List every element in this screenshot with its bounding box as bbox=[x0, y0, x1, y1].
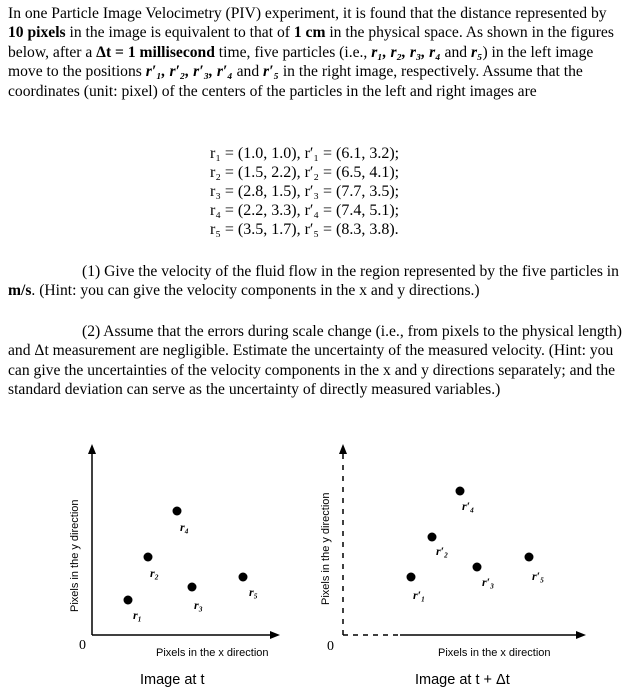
particle-r5-dot bbox=[239, 573, 248, 582]
cm-bold: 1 cm bbox=[293, 24, 326, 42]
particle-r4-label: r₄ bbox=[180, 520, 189, 534]
particle-r2-label: r₂ bbox=[150, 566, 159, 580]
particles-left-list: r₁, r₂, r₃, r₄ bbox=[371, 43, 441, 61]
particle-r2p-label: r′₂ bbox=[436, 544, 449, 558]
equation-line: r₁ = (1.0, 1.0), r′₁ = (6.1, 3.2); bbox=[210, 145, 400, 162]
problem-intro bbox=[8, 4, 620, 101]
left-panel bbox=[69, 444, 280, 688]
question-2 bbox=[8, 322, 624, 400]
intro-text-4: time, five particles (i.e., bbox=[214, 43, 372, 61]
right-y-label: Pixels in the y direction bbox=[320, 492, 332, 605]
particle-r1-label: r₁ bbox=[133, 608, 142, 622]
equation-line: r₅ = (3.5, 1.7), r′₅ = (8.3, 3.8). bbox=[210, 221, 399, 238]
piv-figure bbox=[0, 430, 629, 696]
particle-r3-label: r₃ bbox=[194, 598, 203, 612]
particle-r5-label: r₅ bbox=[249, 585, 258, 599]
q1-unit: m/s bbox=[8, 282, 32, 300]
equation-line: r₂ = (1.5, 2.2), r′₂ = (6.5, 4.1); bbox=[210, 164, 400, 181]
left-origin-label: 0 bbox=[79, 638, 86, 653]
particle-r4p-label: r′₄ bbox=[462, 499, 475, 513]
intro-text-5: ) in the left image move to the positions bbox=[8, 43, 594, 81]
particle-r5-prime: r′₅ bbox=[263, 63, 279, 81]
particle-r2p-dot bbox=[428, 533, 437, 542]
particle-r5p-dot bbox=[525, 553, 534, 562]
left-x-arrow bbox=[270, 631, 280, 639]
particle-r1p-dot bbox=[407, 573, 416, 582]
right-x-arrow bbox=[576, 631, 586, 639]
particle-r4-dot bbox=[173, 507, 182, 516]
left-x-label: Pixels in the x direction bbox=[156, 647, 269, 659]
particles-right-list: r′₁, r′₂, r′₃, r′₄ bbox=[145, 63, 233, 81]
particle-r5p-label: r′₅ bbox=[532, 569, 545, 583]
pixels-bold: 10 pixels bbox=[8, 24, 66, 42]
question-1 bbox=[8, 262, 620, 301]
left-y-arrow bbox=[88, 444, 96, 454]
right-caption: Image at t + Δt bbox=[415, 672, 510, 688]
equation-line: r₄ = (2.2, 3.3), r′₄ = (7.4, 5.1); bbox=[210, 202, 400, 219]
left-y-label: Pixels in the y direction bbox=[69, 499, 81, 612]
dt-bold: Δt = 1 millisecond bbox=[96, 43, 215, 61]
particle-r1p-label: r′₁ bbox=[413, 588, 426, 602]
q1-text-1: (1) Give the velocity of the fluid flow in the region represented by the five particles in bbox=[82, 263, 619, 280]
intro-text-3: in the physical space. As shown in the figures below, after a bbox=[8, 24, 614, 61]
intro-text-1: In one Particle Image Velocimetry (PIV) experiment, it is found that the distance represented by bbox=[8, 5, 607, 22]
right-origin-label: 0 bbox=[327, 639, 334, 654]
particle-r4p-dot bbox=[456, 487, 465, 496]
right-x-label: Pixels in the x direction bbox=[438, 647, 551, 659]
equation-line: r₃ = (2.8, 1.5), r′₃ = (7.7, 3.5); bbox=[210, 183, 400, 200]
particle-r3p-dot bbox=[473, 563, 482, 572]
coordinate-equations bbox=[210, 144, 510, 239]
intro-and-2: and bbox=[232, 63, 264, 81]
left-caption: Image at t bbox=[140, 672, 205, 688]
particle-r1-dot bbox=[124, 596, 133, 605]
particle-r3p-label: r′₃ bbox=[482, 575, 495, 589]
right-y-arrow bbox=[339, 444, 347, 454]
q2-text: (2) Assume that the errors during scale change (i.e., from pixels to the physical length) and Δt measurement are negligible. Estimate the uncertainty of the measured velocity. (Hint: you can give the uncertainties of the velocity components in the x and y directions separately; and the standard deviation can serve as the uncertainty of directly measured variables.) bbox=[8, 323, 622, 399]
right-panel bbox=[320, 444, 586, 688]
particle-r5: r₅ bbox=[470, 43, 483, 61]
intro-text-6: in the right image, respectively. Assume that the coordinates (unit: pixel) of the centers of the particles in the left and right images are bbox=[8, 63, 583, 100]
intro-text-2: in the image is equivalent to that of bbox=[65, 24, 294, 42]
intro-and-1: and bbox=[440, 43, 471, 61]
q1-text-2: . (Hint: you can give the velocity components in the x and y directions.) bbox=[31, 282, 480, 300]
particle-r3-dot bbox=[188, 583, 197, 592]
particle-r2-dot bbox=[144, 553, 153, 562]
